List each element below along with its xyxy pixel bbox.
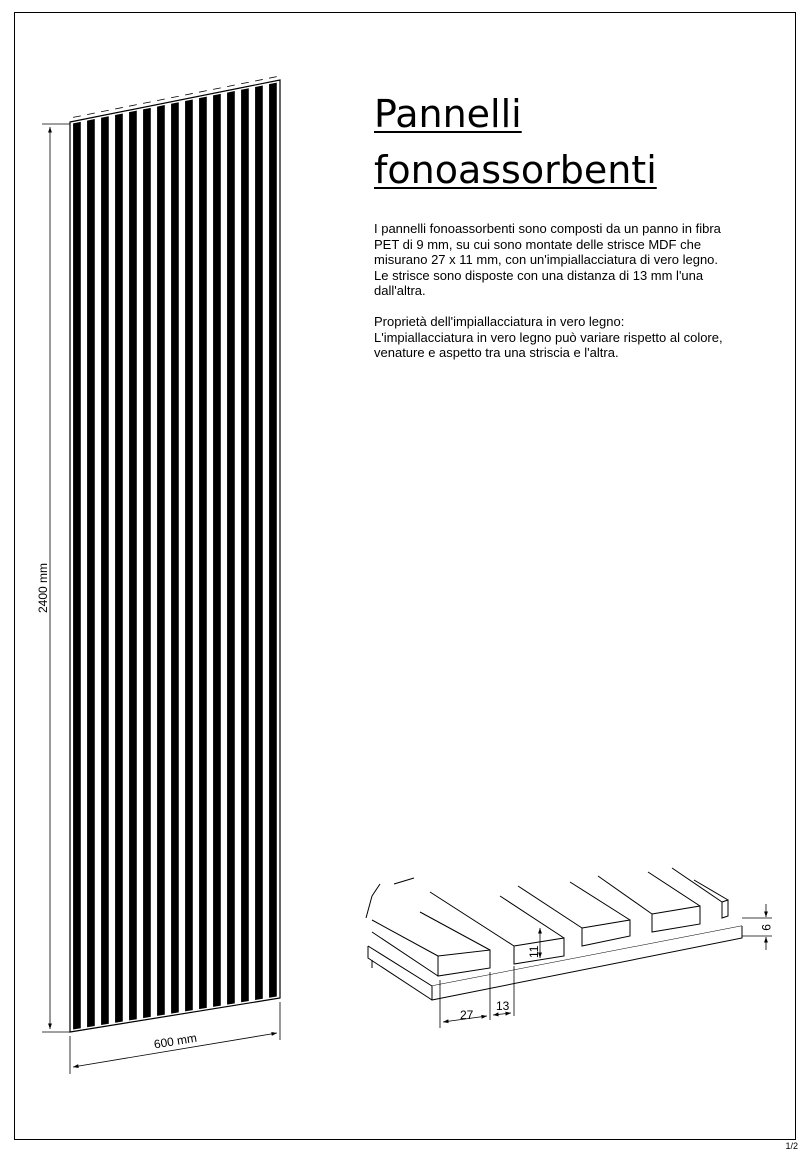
panel-strip-top [143, 102, 151, 104]
panel-strip [255, 85, 263, 1000]
strip-section [438, 950, 490, 976]
title-line-2: fonoassorbenti [374, 148, 657, 192]
panel-strip [213, 94, 221, 1007]
panel-strip [227, 91, 235, 1005]
title-line-1: Pannelli [374, 92, 522, 136]
strip-section [652, 906, 700, 932]
panel-strip-top [213, 88, 221, 90]
panel-strip-top [129, 105, 137, 107]
description-line: misurano 27 x 11 mm, con un'impiallacciatura di vero legno. [374, 252, 719, 267]
description-line: I pannelli fonoassorbenti sono composti da un panno in fibra [374, 221, 721, 236]
panel-strip-top [73, 116, 81, 118]
panel-strip-top [241, 82, 249, 84]
description-line: Le strisce sono disposte con una distanza di 13 mm l'una [374, 267, 704, 283]
panel-strip [241, 88, 249, 1002]
strip-width-label: 27 [460, 1008, 474, 1022]
panel-strip-top [185, 93, 193, 95]
section-detail [366, 868, 742, 1000]
height-dimension [36, 124, 70, 1032]
height-dimension-label: 2400 mm [36, 562, 50, 614]
base-thickness-label: 9 [759, 924, 773, 931]
description-line: Proprietà dell'impiallacciatura in vero legno: [374, 314, 625, 329]
panel-strip-top [171, 96, 179, 98]
panel-strip-top [101, 110, 109, 112]
panel-strip [73, 122, 81, 1030]
panel-strip [143, 108, 151, 1018]
panel-strips [73, 77, 277, 1030]
panel-strip [171, 102, 179, 1013]
gap-label: 13 [496, 999, 510, 1013]
panel-front-view [70, 77, 280, 1032]
description-line: L'impiallacciatura in vero legno può variare rispetto al colore, [374, 329, 723, 345]
page-number: 1/2 [785, 1141, 798, 1151]
panel-strip-top [227, 85, 235, 87]
panel-strip [269, 83, 277, 998]
strip-section [582, 920, 630, 946]
panel-strip-top [255, 79, 263, 81]
panel-strip-top [87, 113, 95, 115]
strip-height-label: 11 [527, 945, 541, 958]
description-line: venature e aspetto tra una striscia e l'altra. [374, 345, 619, 360]
description-line: PET di 9 mm, su cui sono montate delle strisce MDF che [374, 236, 702, 252]
panel-strip [157, 105, 165, 1016]
panel-strip [199, 97, 207, 1009]
panel-strip [115, 113, 123, 1022]
panel-strip [129, 111, 137, 1021]
width-dimension-label: 600 mm [152, 1030, 198, 1052]
panel-strip-top [199, 91, 207, 93]
panel-strip-top [157, 99, 165, 101]
panel-strip [87, 119, 95, 1027]
panel-strip [101, 116, 109, 1025]
panel-strip-top [269, 77, 277, 79]
panel-strip [185, 99, 193, 1011]
description-line: dall'altra. [374, 283, 426, 298]
panel-strip-top [115, 107, 123, 109]
